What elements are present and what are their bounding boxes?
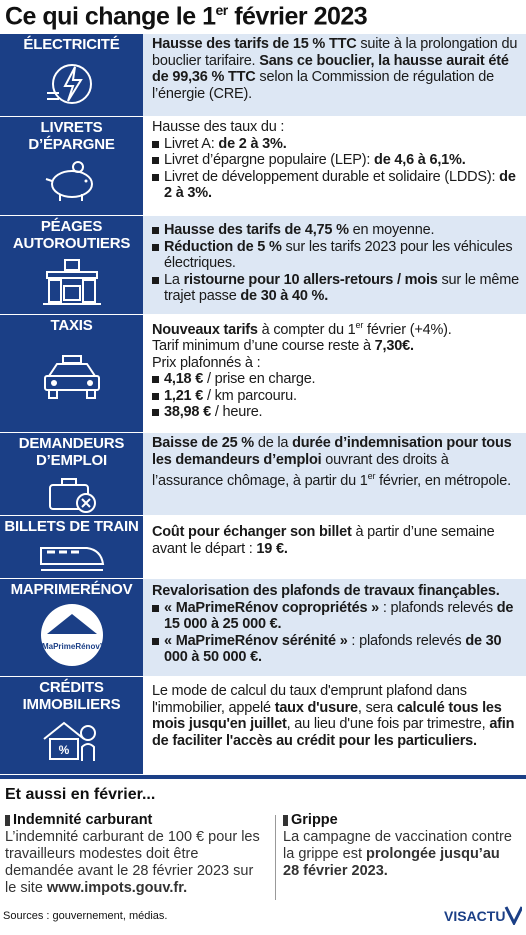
section-label-train: BILLETS DE TRAIN [0,516,143,578]
briefcase-cancel-icon [46,473,98,513]
maprimerenov-text: Revalorisation des plafonds de travaux finançables. « MaPrimeRénov copropriétés » : plafonds relevés de 15 000 à 25 000 €. « MaPrimeRénov sérénité » : plafonds relevés de 30 000 à 50 000 €. [152,583,520,666]
svg-text:%: % [58,743,69,757]
section-label-emploi: DEMANDEURS D’EMPLOI [0,433,143,515]
extra-right-heading: Grippe [283,812,519,829]
extra-right-body: La campagne de vaccination contre la grippe est prolongée jusqu’au 28 février 2023. [283,829,512,879]
train-icon [37,538,107,574]
section-label-maprimerenov: MAPRIMERÉNOV MaPrimeRénov’ [0,579,143,676]
section-maprimerenov [0,579,526,677]
extra-right [283,812,519,880]
toll-booth-icon [41,258,103,306]
visactu-logo [444,905,522,925]
maprimerenov-logo-icon [33,604,111,666]
emploi-text: Baisse de 25 % de la durée d’indemnisation pour tous les demandeurs d’emploi ouvrant des droits à l’assurance chômage, à partir du 1er février, en métropole. [152,435,512,489]
extra-left-heading: Indemnité carburant [5,812,267,829]
extra-title: Et aussi en février... [5,786,156,803]
electricite-text: Hausse des tarifs de 15 % TTC suite à la prolongation du bouclier tarifaire. Sans ce bouclier, la hausse aurait été de 99,36 % TTC selon la Commission de régulation de l’énergie (CRE). [152,36,518,102]
section-livrets [0,117,526,216]
section-emploi [0,433,526,516]
column-divider [275,815,276,900]
extra-left [5,812,267,897]
svg-text:VISACTU: VISACTU [444,908,506,924]
separator-bar [0,775,526,779]
section-label-taxis: TAXIS [0,315,143,432]
section-taxis [0,315,526,433]
livrets-text: Hausse des taux du : Livret A: de 2 à 3%. Livret d’épargne populaire (LEP): de 4,6 à 6,1%. Livret de développement durable et solidaire (LDDS): de 2 à 3%. [152,119,520,202]
home-loan-icon [38,717,106,763]
section-electricite [0,34,526,117]
section-label-livrets: LIVRETS D’ÉPARGNE [0,117,143,215]
section-label-credits: CRÉDITS IMMOBILIERS % [0,677,143,774]
electric-plug-icon [43,59,101,109]
section-label-peages: PÉAGES AUTOROUTIERS [0,216,143,314]
taxi-icon [39,354,105,400]
extra-left-body: L’indemnité carburant de 100 € pour les travailleurs modestes doit être demandée avant le 28 février 2023 sur le site www.impots.gouv.fr. [5,829,260,896]
piggy-bank-icon [42,159,102,203]
peages-text: Hausse des tarifs de 4,75 % en moyenne. Réduction de 5 % sur les tarifs 2023 pour les véhicules électriques. La ristourne pour 10 allers-retours / mois sur le même trajet passe de 30 à 40 %. [152,222,520,305]
section-train [0,516,526,579]
section-label-electricite: ÉLECTRICITÉ [0,34,143,116]
svg-text:MaPrimeRénov’: MaPrimeRénov’ [41,642,102,651]
page-title: Ce qui change le 1er février 2023 [5,2,368,31]
sources: Sources : gouvernement, médias. [3,910,168,922]
credits-text: Le mode de calcul du taux d'emprunt plafond dans l'immobilier, appelé taux d'usure, sera calculé tous les mois jusqu'en juillet, au lieu d'une fois par trimestre, afin de faciliter l'accès au crédit pour les particuliers. [152,683,515,749]
taxis-text: Nouveaux tarifs à compter du 1er février (+4%). Tarif minimum d’une course reste à 7,30€. Prix plafonnés à : 4,18 € / prise en charge. 1,21 € / km parcouru. 38,98 € / heure. [152,317,520,421]
section-peages [0,216,526,315]
train-text: Coût pour échanger son billet à partir d’une semaine avant le départ : 19 €. [152,524,495,557]
section-credits [0,677,526,774]
